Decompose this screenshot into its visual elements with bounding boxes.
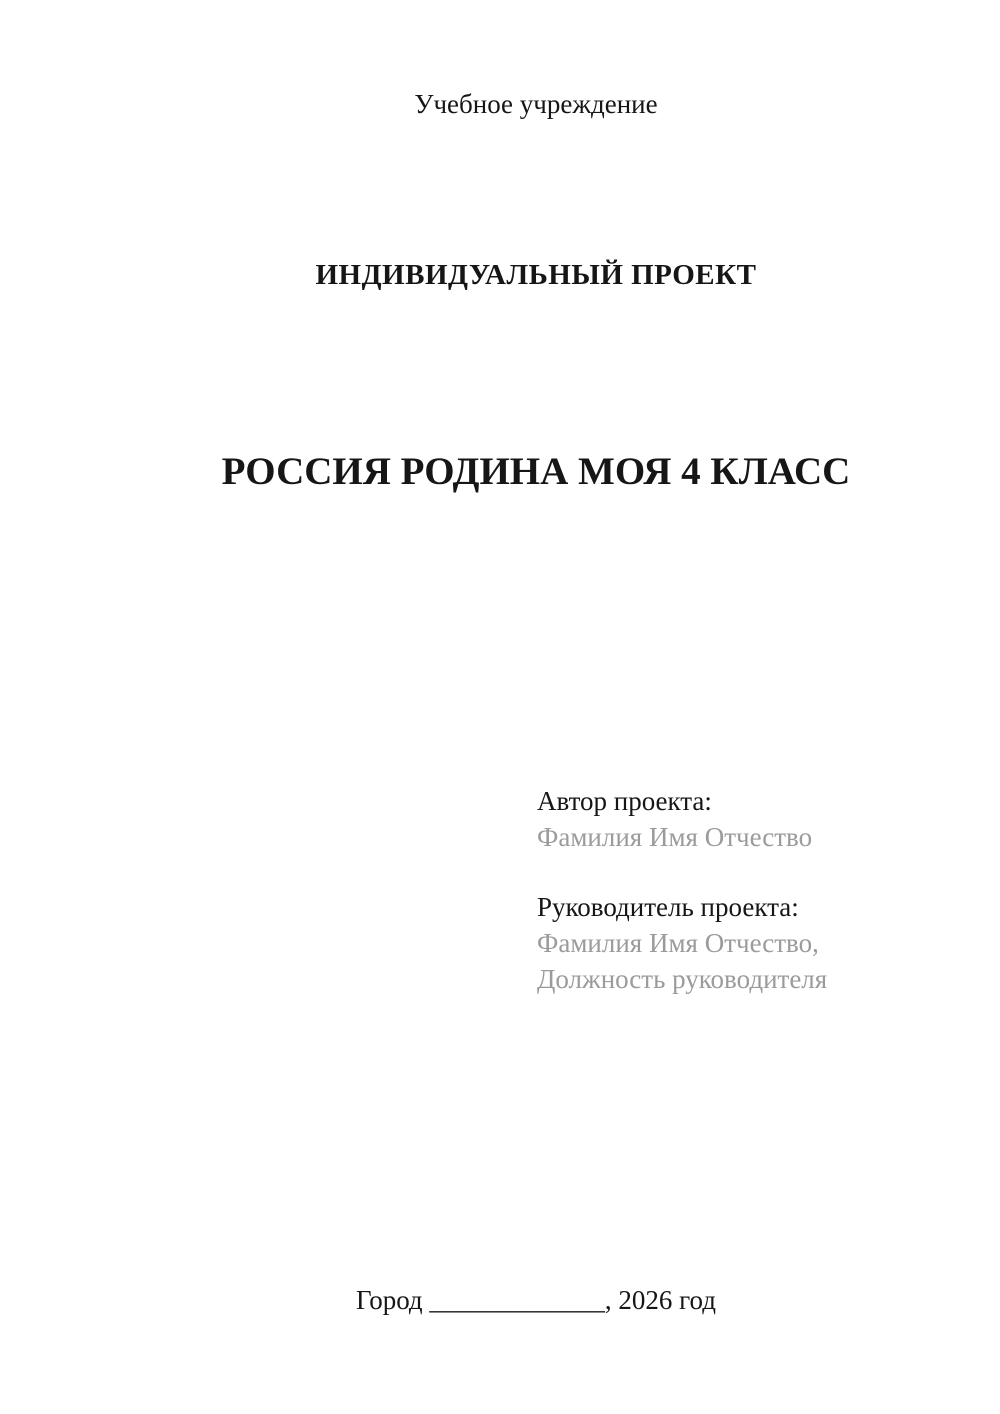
city-label: Город [355, 1285, 430, 1315]
supervisor-position-placeholder: Должность руководителя [537, 964, 828, 994]
author-label: Автор проекта: [537, 786, 712, 816]
page-title: РОССИЯ РОДИНА МОЯ 4 КЛАСС [221, 450, 851, 493]
credits-block [537, 783, 827, 997]
city-blank-line: _____________ [429, 1285, 605, 1315]
project-type-heading: ИНДИВИДУАЛЬНЫЙ ПРОЕКТ [315, 259, 757, 291]
author-name-placeholder: Фамилия Имя Отчество [537, 822, 813, 852]
year-text: , 2026 год [604, 1285, 717, 1315]
supervisor-name-placeholder: Фамилия Имя Отчество, [537, 928, 819, 958]
supervisor-label: Руководитель проекта: [537, 892, 799, 922]
city-year-line [143, 1284, 929, 1316]
institution-line: Учебное учреждение [414, 89, 658, 119]
